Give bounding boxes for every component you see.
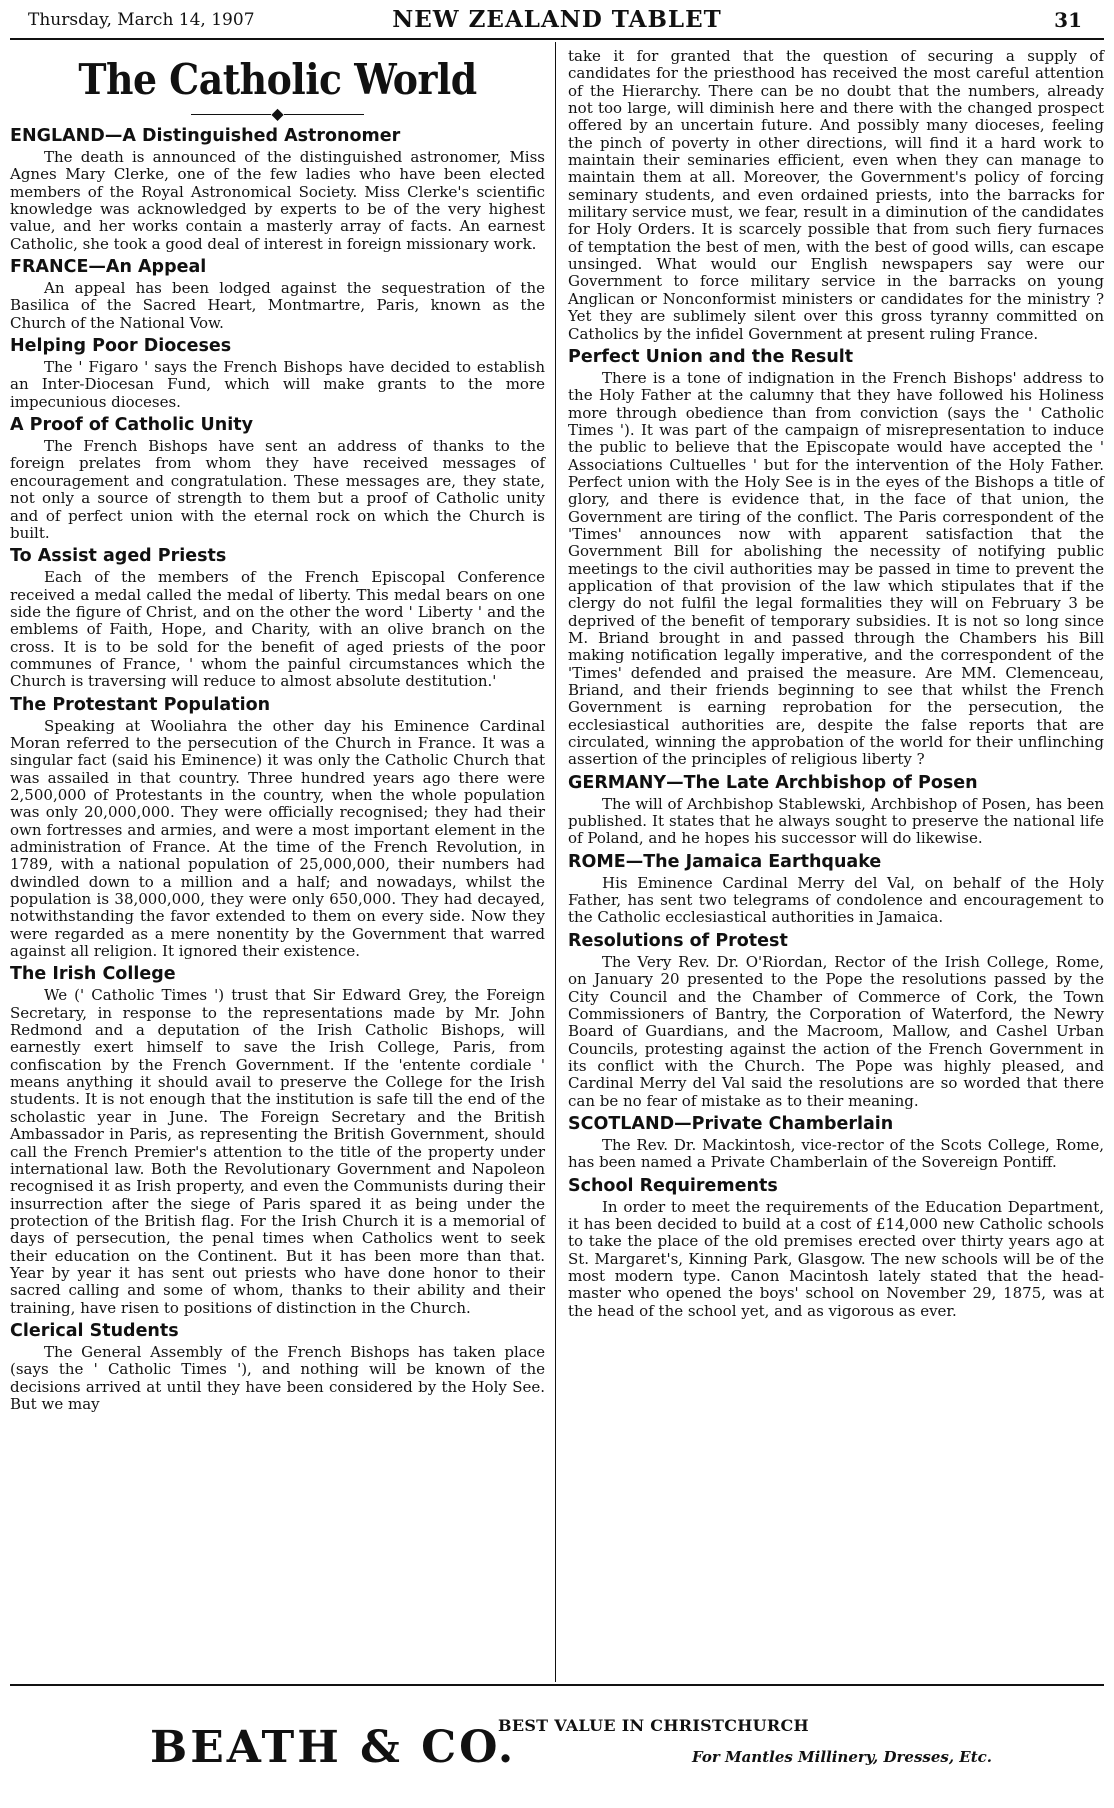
article-body: The French Bishops have sent an address of thanks to the foreign prelates from whom they have received messages of encouragement and congratulation. These messages are, they state, not only a source of strength to them but a proof of Catholic unity and of perfect union with the eternal rock on which the Church is built. [10, 437, 545, 542]
article-heading: A Proof of Catholic Unity [10, 415, 253, 436]
top-rule [10, 38, 1104, 40]
article-body: The ' Figaro ' says the French Bishops have decided to establish an Inter-Diocesan Fund, which will make grants to the more impecunious dioceses. [10, 358, 545, 411]
title-ornament: ◆ [10, 106, 545, 122]
page-number: 31 [1054, 8, 1082, 32]
advert-slogan: BEST VALUE IN CHRISTCHURCH [498, 1716, 809, 1735]
article-body: The will of Archbishop Stablewski, Archbishop of Posen, has been published. It states that he always sought to preserve the national life of Poland, and he hopes his successor will do likewise. [568, 794, 1104, 848]
article-heading: School Requirements [568, 1175, 778, 1196]
masthead [14, 4, 1100, 38]
continued-text: take it for granted that the question of securing a supply of candidates for the priesthood has received the most careful attention of the Hierarchy. There can be no doubt that the numbers, already not too large, will diminish here and there with the changed prospect offered by an uncertain future. And possibly many dioceses, feeling the pinch of poverty in other directions, will find it a hard work to maintain their seminaries efficient, even when they can manage to maintain them at all. Moreover, the Government's policy of forcing seminary students, and even ordained priests, into the barracks for military service must, we fear, result in a diminution of the candidates for Holy Orders. It is scarcely possible that from such fiery furnaces of temptation the best of men, with the best of good wills, can escape unsinged. What would our English newspapers say were our Government to force military service in the barracks on young Anglican or Nonconformist ministers or candidates for the ministry ? Yet they are sublimely silent over this gross tyranny committed on Catholics by the infidel Government at present ruling France. [568, 47, 1104, 343]
advert-goods: For Mantles Millinery, Dresses, Etc. [692, 1748, 992, 1766]
article-heading: SCOTLAND—Private Chamberlain [568, 1113, 894, 1134]
section-title: The Catholic World [78, 55, 477, 104]
article-body: The Rev. Dr. Mackintosh, vice-rector of the Scots College, Rome, has been named a Private Chamberlain of the Sovereign Pontiff. [568, 1135, 1104, 1172]
article-heading: ENGLAND—A Distinguished Astronomer [10, 126, 401, 146]
left-column [10, 48, 545, 1413]
article-body: In order to meet the requirements of the Education Department, it has been decided to build at a cost of £14,000 new Catholic schools to take the place of the old premises erected over thirty years ago at St. Margaret's, Kinning Park, Glasgow. The new schools will be of the most modern type. Canon Macintosh lately stated that the head-master who opened the boys' school on November 29, 1875, was at the head of the school yet, and as vigorous as ever. [568, 1197, 1104, 1320]
article-body: His Eminence Cardinal Merry del Val, on behalf of the Holy Father, has sent two telegrams of condolence and encouragement to the Catholic ecclesiastical authorities in Jamaica. [568, 873, 1104, 927]
article-heading: The Protestant Population [10, 694, 271, 715]
footer-rule [10, 1684, 1104, 1686]
article-body: The death is announced of the distinguished astronomer, Miss Agnes Mary Clerke, one of the few ladies who have been elected members of the Royal Astronomical Society. Miss Clerke's scientific knowledge was acknowledged by experts to be of the very highest value, and her works contain a masterly array of facts. An earnest Catholic, she took a good deal of interest in foreign missionary work. [10, 148, 545, 253]
article-heading: FRANCE—An Appeal [10, 257, 207, 278]
article-body: The General Assembly of the French Bishops has taken place (says the ' Catholic Times '), and nothing will be known of the decisions arrived at until they have been considered by the Holy See. But we may [10, 1342, 545, 1413]
right-column [568, 48, 1104, 1320]
issue-date: Thursday, March 14, 1907 [28, 10, 255, 30]
article-heading: Resolutions of Protest [568, 930, 788, 951]
article-body: The Very Rev. Dr. O'Riordan, Rector of the Irish College, Rome, on January 20 presented to the Pope the resolutions passed by the City Council and the Chamber of Commerce of Cork, the Town Commissioners of Bantry, the Corporation of Waterford, the Newry Board of Guardians, and the Macroom, Mallow, and Cashel Urban Councils, protesting against the action of the French Government in its conflict with the Church. The Pope was highly pleased, and Cardinal Merry del Val said the resolutions are so worded that there can be no fear of mistake as to their meaning. [568, 952, 1104, 1110]
advertiser-name: BEATH & CO. [150, 1722, 517, 1773]
article-heading: Clerical Students [10, 1320, 179, 1341]
article-body: An appeal has been lodged against the sequestration of the Basilica of the Sacred Heart, Montmartre, Paris, known as the Church of the National Vow. [10, 279, 545, 332]
article-heading: Helping Poor Dioceses [10, 336, 232, 357]
article-body: We (' Catholic Times ') trust that Sir Edward Grey, the Foreign Secretary, in response to the representations made by Mr. John Redmond and a deputation of the Irish Catholic Bishops, will earnestly exert himself to save the Irish College, Paris, from confiscation by the French Government. If the 'entente cordiale ' means anything it should avail to preserve the College for the Irish students. It is not enough that the institution is safe till the end of the scholastic year in June. The Foreign Secretary and the British Ambassador in Paris, as representing the British Government, should call the French Premier's attention to the title of the property under international law. Both the Revolutionary Government and Napoleon recognised it as Irish property, and even the Communists during their insurrection after the siege of Paris spared it as being under the protection of the British flag. For the Irish Church it is a memorial of days of persecution, the penal times when Catholics went to seek their education on the Continent. But it has been more than that. Year by year it has sent out priests who have done honor to their sacred calling and some of whom, thanks to their ability and their training, have risen to positions of distinction in the Church. [10, 986, 545, 1317]
article-heading: ROME—The Jamaica Earthquake [568, 851, 882, 872]
article-body: Speaking at Wooliahra the other day his Eminence Cardinal Moran referred to the persecution of the Church in France. It was a singular fact (said his Eminence) it was only the Catholic Church that was assailed in that country. Three hundred years ago there were 2,500,000 of Protestants in the country, when the whole population was only 20,000,000. They were officially recognised; they had their own fortresses and armies, and were a most important element in the administration of France. At the time of the French Revolution, in 1789, with a national population of 25,000,000, their numbers had dwindled down to a million and a half; and nowadays, whilst the population is 38,000,000, they were only 650,000. They had decayed, notwithstanding the favor extended to them on every side. Now they were regarded as a mere nonentity by the Government that warred against all religion. It ignored their existence. [10, 716, 545, 961]
article-heading: To Assist aged Priests [10, 546, 227, 567]
article-heading: GERMANY—The Late Archbishop of Posen [568, 772, 978, 793]
article-heading: The Irish College [10, 964, 176, 985]
paper-name: NEW ZEALAND TABLET [392, 6, 722, 33]
article-body: Each of the members of the French Episcopal Conference received a medal called the medal of liberty. This medal bears on one side the figure of Christ, and on the other the word ' Liberty ' and the emblems of Faith, Hope, and Charity, with an olive branch on the cross. It is to be sold for the benefit of aged priests of the poor communes of France, ' whom the painful circumstances which the Church is traversing will reduce to almost absolute destitution.' [10, 568, 545, 691]
article-heading: Perfect Union and the Result [568, 346, 854, 367]
column-divider [555, 42, 556, 1682]
article-body: There is a tone of indignation in the French Bishops' address to the Holy Father at the calumny that they have followed his Holiness more through obedience than from conviction (says the ' Catholic Times '). It was part of the campaign of misrepresentation to induce the public to believe that the Episcopate would have accepted the ' Associations Cultuelles ' but for the intervention of the Holy Father. Perfect union with the Holy See is in the eyes of the Bishops a title of glory, and there is evidence that, in the face of that union, the Government are tiring of the conflict. The Paris correspondent of the 'Times' announces now with apparent satisfaction that the Government Bill for abolishing the necessity of notifying public meetings to the civil authorities may be passed in time to prevent the application of that provision of the law which stipulates that if the clergy do not fulfil the legal formalities they will on February 3 be deprived of the benefit of temporary subsidies. It is not so long since M. Briand brought in and passed through the Chambers his Bill making notification legally imperative, and the correspondent of the 'Times' defended and praised the measure. Are MM. Clemenceau, Briand, and their friends beginning to see that whilst the French Government is earning reprobation for the persecution, the ecclesiastical authorities are, despite the false reports that are circulated, winning the approbation of the world for their unflinching assertion of the principles of religious liberty ? [568, 368, 1104, 769]
